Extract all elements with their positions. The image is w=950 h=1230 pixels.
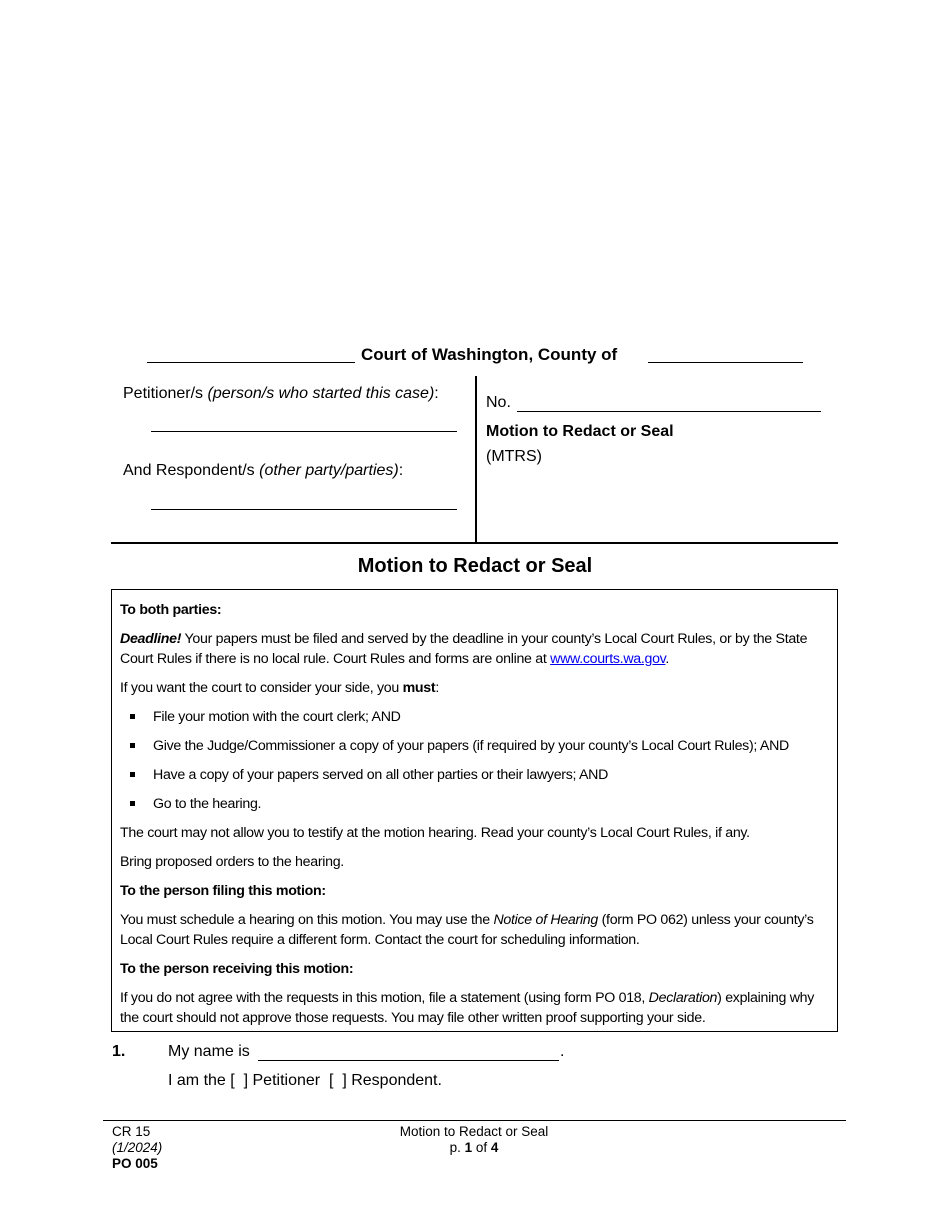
testify-paragraph: The court may not allow you to testify at the motion hearing. Read your county’s Local Court Rules, if any.	[120, 825, 750, 841]
list-item-text: Go to the hearing.	[153, 796, 262, 812]
both-parties-heading: To both parties:	[120, 602, 222, 618]
notice-of-hearing-title: Notice of Hearing	[493, 912, 598, 928]
consider-bold: must	[402, 680, 436, 696]
square-bullet-icon	[130, 714, 135, 719]
footer-title: Motion to Redact or Seal	[399, 1124, 549, 1139]
receiving-text-1: If you do not agree with the requests in this motion, file a statement (using form PO 018,	[120, 990, 649, 1006]
name-end: .	[560, 1043, 565, 1060]
respondent-checkbox[interactable]: [ ] Respondent.	[328, 1072, 442, 1089]
respondent-label-line	[123, 462, 403, 480]
caption-horizontal-divider	[111, 542, 838, 544]
petitioner-checkbox[interactable]: [ ] Petitioner	[230, 1072, 321, 1089]
list-item-text: Give the Judge/Commissioner a copy of your papers (if required by your county’s Local Court Rules); AND	[153, 738, 789, 754]
footer-divider	[103, 1120, 846, 1121]
document-title: Motion to Redact or Seal	[357, 555, 593, 577]
county-field[interactable]	[648, 362, 803, 363]
caption-vertical-divider	[475, 376, 477, 542]
filing-text-1: You must schedule a hearing on this motion. You may use the	[120, 912, 494, 928]
deadline-end: .	[665, 651, 670, 667]
case-number-label: No.	[486, 394, 511, 411]
square-bullet-icon	[130, 772, 135, 777]
list-item	[120, 765, 829, 785]
respondent-label: And Respondent/s	[123, 462, 255, 479]
filing-paragraph	[120, 910, 829, 950]
page-current: 1	[464, 1140, 473, 1155]
role-prefix: I am the	[168, 1072, 226, 1089]
respondent-name-field[interactable]	[151, 509, 457, 510]
respondent-colon: :	[398, 462, 404, 479]
page-total: 4	[490, 1140, 499, 1155]
page-of: of	[475, 1140, 488, 1155]
petitioner-name-field[interactable]	[151, 431, 457, 432]
section-1-number: 1.	[112, 1043, 126, 1060]
petitioner-hint: (person/s who started this case)	[207, 385, 435, 402]
receiving-paragraph	[120, 988, 829, 1028]
deadline-paragraph	[120, 629, 829, 669]
consider-end: :	[435, 680, 439, 696]
footer-left	[112, 1124, 162, 1172]
name-label: My name is	[168, 1043, 250, 1060]
name-field[interactable]	[258, 1060, 559, 1061]
caption-form-abbrev: (MTRS)	[486, 448, 542, 465]
deadline-lead: Deadline!	[120, 631, 182, 647]
court-heading: Court of Washington, County of	[361, 345, 618, 364]
courts-website-link[interactable]: www.courts.wa.gov	[550, 651, 666, 667]
list-item	[120, 707, 829, 727]
consider-paragraph	[120, 678, 829, 698]
petitioner-colon: :	[434, 385, 439, 402]
square-bullet-icon	[130, 801, 135, 806]
receiving-text-2: ) explaining why the court should not approve those requests. You may file other written proof supporting your side.	[120, 990, 815, 1026]
list-item-text: File your motion with the court clerk; AND	[153, 709, 401, 725]
petitioner-label-line	[123, 385, 439, 403]
receiving-heading: To the person receiving this motion:	[120, 961, 354, 977]
list-item	[120, 736, 829, 756]
role-line	[168, 1072, 442, 1090]
court-name-field[interactable]	[147, 362, 355, 363]
footer-date: (1/2024)	[112, 1140, 163, 1155]
footer-center	[374, 1124, 574, 1156]
petitioner-label: Petitioner/s	[123, 385, 204, 402]
deadline-text: Your papers must be filed and served by the deadline in your county’s Local Court Rules, or by the State Court Rules if there is no local rule. Court Rules and forms are online at	[120, 631, 808, 667]
requirements-list	[120, 707, 829, 814]
orders-paragraph: Bring proposed orders to the hearing.	[120, 854, 344, 870]
page-prefix: p.	[449, 1140, 461, 1155]
respondent-hint: (other party/parties)	[259, 462, 399, 479]
footer-form-number: PO 005	[112, 1156, 158, 1171]
filing-text-2: (form PO 062) unless your county’s Local Court Rules require a different form. Contact the court for scheduling information.	[120, 912, 814, 948]
filing-heading: To the person filing this motion:	[120, 883, 326, 899]
consider-text: If you want the court to consider your side, you	[120, 680, 403, 696]
case-number-field[interactable]	[517, 411, 821, 412]
list-item-text: Have a copy of your papers served on all other parties or their lawyers; AND	[153, 767, 609, 783]
footer-page	[374, 1140, 574, 1156]
square-bullet-icon	[130, 743, 135, 748]
footer-rule: CR 15	[112, 1124, 151, 1139]
list-item	[120, 794, 829, 814]
declaration-title: Declaration	[648, 990, 718, 1006]
caption-form-title: Motion to Redact or Seal	[486, 423, 674, 440]
notice-box	[111, 589, 838, 1032]
